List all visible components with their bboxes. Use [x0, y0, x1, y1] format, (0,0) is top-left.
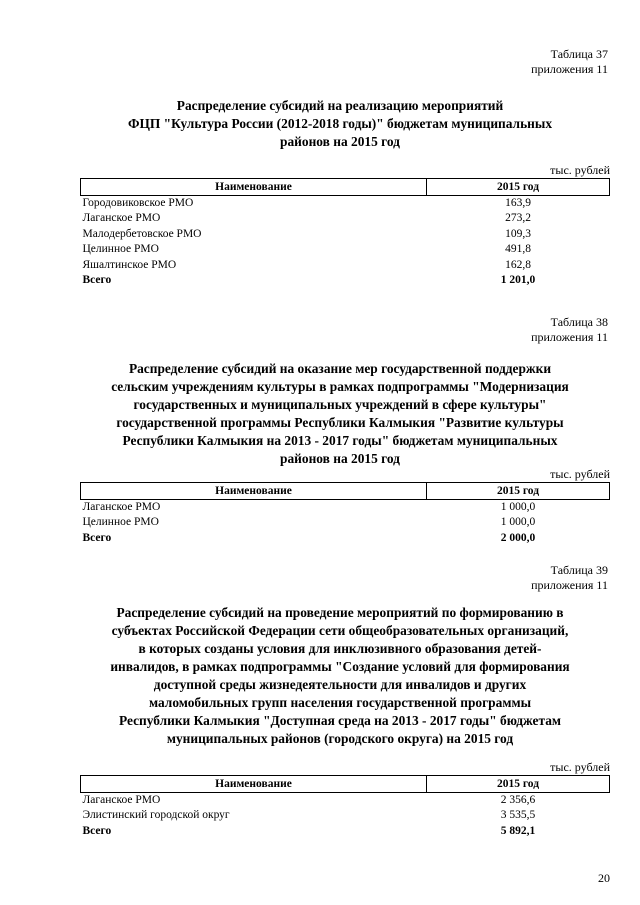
table-ref-number: Таблица 38 — [550, 315, 608, 329]
row-value: 162,8 — [505, 258, 531, 271]
total-value: 5 892,1 — [500, 824, 536, 837]
page-number: 20 — [598, 871, 610, 885]
title-line: в которых созданы условия для инклюзивного образования детей- — [138, 641, 542, 656]
row-value: 491,8 — [505, 243, 531, 256]
table-37-reference — [531, 47, 608, 77]
title-line: Республики Калмыкия на 2013 - 2017 годы" бюджетам муниципальных — [122, 433, 558, 448]
title-line: муниципальных районов (городского округа) на 2015 год — [166, 731, 514, 746]
table-37-title — [70, 97, 610, 151]
table-ref-appendix: приложения 11 — [531, 62, 608, 76]
column-header-year: 2015 год — [427, 179, 610, 196]
table-total-row — [81, 273, 610, 288]
table-row — [81, 196, 610, 212]
table-row — [81, 808, 610, 823]
table-total-row — [81, 824, 610, 839]
row-value: 2 356,6 — [500, 794, 536, 806]
title-line: инвалидов, в рамках подпрограммы "Создание условий для формирования — [110, 659, 570, 674]
column-header-name: Наименование — [81, 483, 427, 500]
title-line: районов на 2015 год — [280, 134, 400, 149]
row-name: Целинное РМО — [82, 243, 159, 256]
table-39-title — [70, 604, 610, 748]
table-38-unit: тыс. рублей — [550, 467, 610, 481]
table-header-row — [81, 483, 610, 500]
table-row — [81, 515, 610, 530]
column-header-year: 2015 год — [427, 483, 610, 500]
row-value: 273,2 — [505, 212, 531, 225]
table-ref-appendix: приложения 11 — [531, 330, 608, 344]
row-name: Городовиковское РМО — [82, 197, 194, 209]
title-line: государственных и муниципальных учреждений в сфере культуры" — [133, 397, 547, 412]
table-39-reference — [531, 563, 608, 593]
title-line: доступной среды жизнедеятельности для инвалидов и других — [153, 677, 527, 692]
total-label: Всего — [82, 824, 112, 837]
row-value: 109,3 — [505, 227, 531, 240]
table-ref-number: Таблица 39 — [550, 563, 608, 577]
column-header-name: Наименование — [81, 776, 427, 793]
title-line: сельским учреждениям культуры в рамках подпрограммы "Модернизация — [111, 379, 569, 394]
title-line: маломобильных групп населения государственной программы — [148, 695, 532, 710]
row-value: 163,9 — [505, 197, 531, 209]
row-name: Яшалтинское РМО — [82, 258, 177, 271]
row-name: Элистинский городской округ — [82, 809, 230, 822]
table-row — [81, 242, 610, 257]
table-38-reference — [531, 315, 608, 345]
title-line: государственной программы Республики Калмыкия "Развитие культуры — [116, 415, 564, 430]
table-row — [81, 211, 610, 226]
table-39-unit: тыс. рублей — [550, 760, 610, 774]
row-name: Малодербетовское РМО — [82, 227, 202, 240]
title-line: Распределение субсидий на оказание мер государственной поддержки — [128, 361, 552, 376]
table-row — [81, 258, 610, 273]
row-name: Целинное РМО — [82, 516, 159, 529]
table-row — [81, 500, 610, 516]
row-value: 1 000,0 — [500, 516, 536, 529]
title-line: субъектах Российской Федерации сети общеобразовательных организаций, — [111, 623, 569, 638]
total-value: 2 000,0 — [500, 531, 536, 544]
title-line: Распределение субсидий на реализацию мероприятий — [176, 98, 504, 113]
row-name: Лаганское РМО — [82, 501, 161, 513]
table-ref-number: Таблица 37 — [550, 47, 608, 61]
total-value: 1 201,0 — [500, 274, 536, 287]
row-value: 1 000,0 — [500, 501, 536, 513]
table-total-row — [81, 531, 610, 546]
total-label: Всего — [82, 274, 112, 287]
table-39 — [80, 775, 610, 839]
column-header-year: 2015 год — [427, 776, 610, 793]
title-line: Республики Калмыкия "Доступная среда на 2013 - 2017 годы" бюджетам — [118, 713, 562, 728]
title-line: Распределение субсидий на проведение мероприятий по формированию в — [116, 605, 564, 620]
table-37 — [80, 178, 610, 288]
table-37-unit: тыс. рублей — [550, 163, 610, 177]
row-name: Лаганское РМО — [82, 794, 161, 806]
column-header-name: Наименование — [81, 179, 427, 196]
title-line: ФЦП "Культура России (2012-2018 годы)" бюджетам муниципальных — [127, 116, 553, 131]
table-header-row — [81, 776, 610, 793]
table-row — [81, 793, 610, 809]
table-38 — [80, 482, 610, 546]
title-line: районов на 2015 год — [280, 451, 400, 466]
table-38-title — [70, 360, 610, 468]
row-name: Лаганское РМО — [82, 212, 161, 225]
table-header-row — [81, 179, 610, 196]
row-value: 3 535,5 — [500, 809, 536, 822]
table-ref-appendix: приложения 11 — [531, 578, 608, 592]
table-row — [81, 227, 610, 242]
total-label: Всего — [82, 531, 112, 544]
